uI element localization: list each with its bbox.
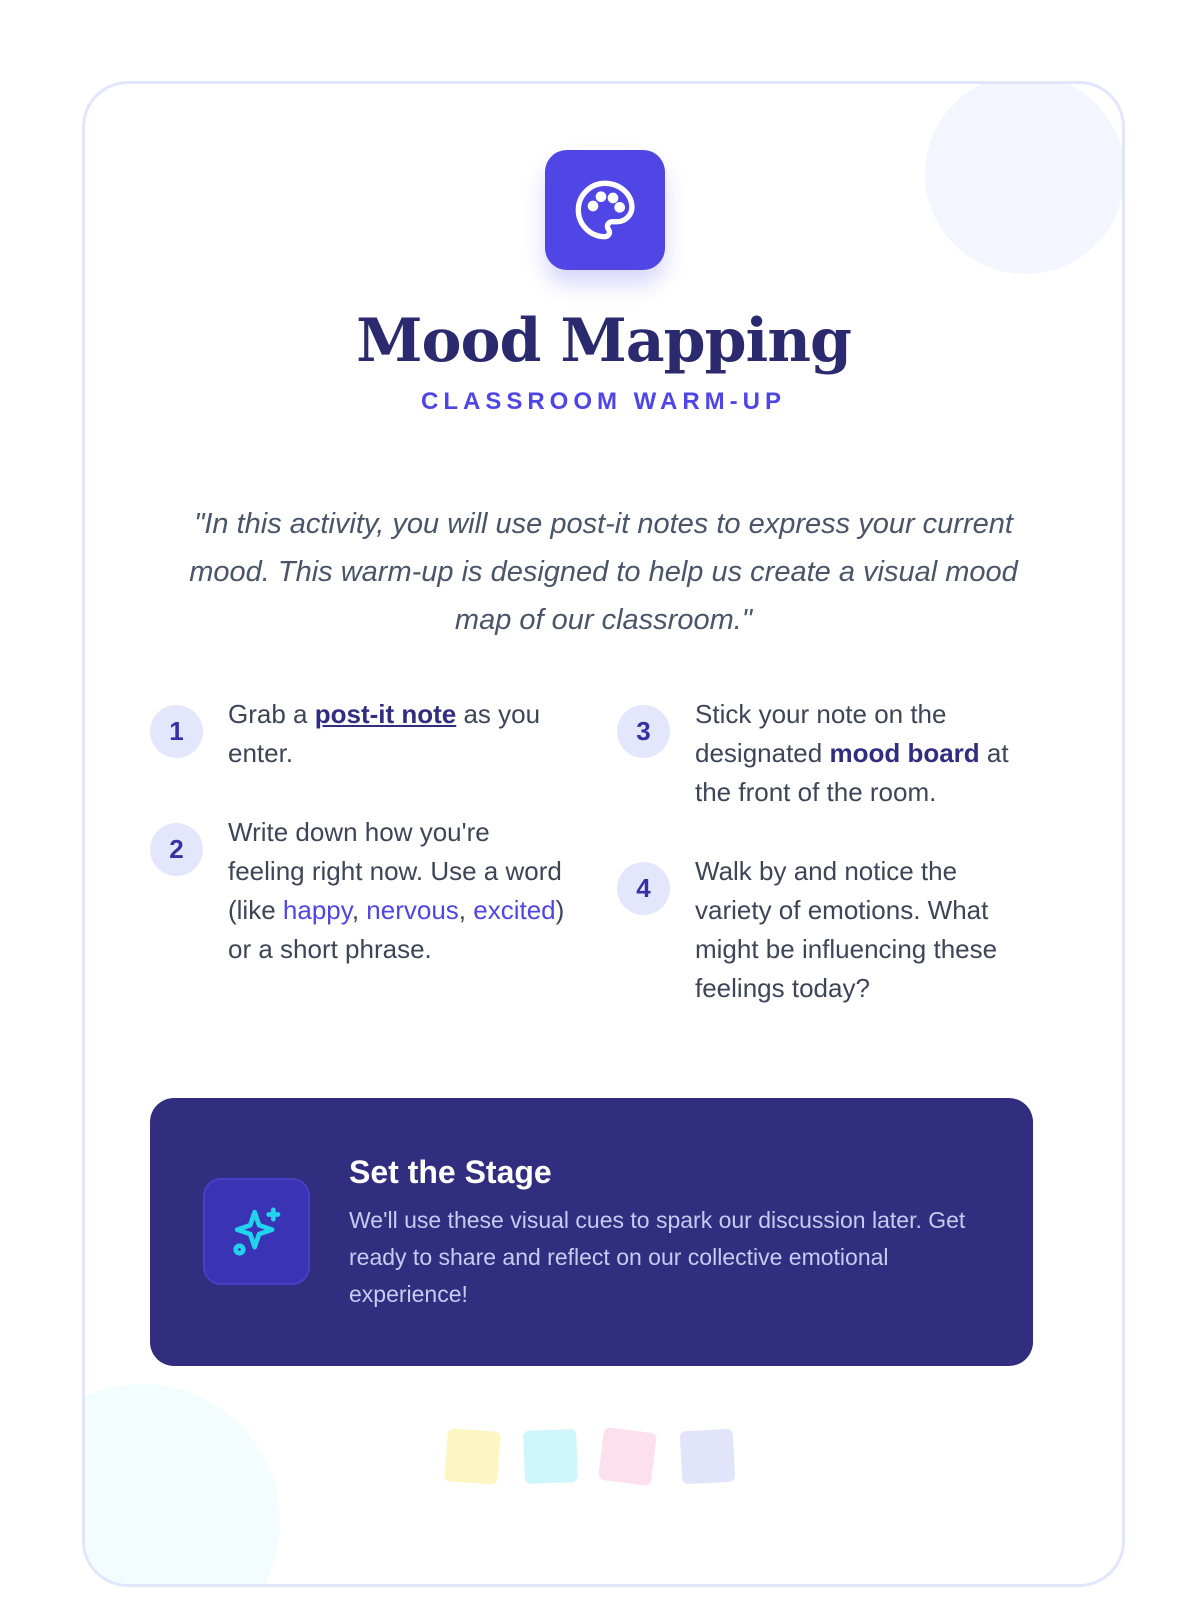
emotion-word: excited (473, 895, 556, 925)
step-number: 2 (150, 823, 203, 876)
activity-card (82, 81, 1125, 1587)
post-it-note-cyan (523, 1429, 578, 1484)
step-text: Walk by and notice the variety of emotions. What might be influencing these feelings today? (695, 856, 998, 1003)
sparkles-icon (203, 1178, 310, 1285)
callout-body: We'll use these visual cues to spark our discussion later. Get ready to share and reflect on our collective emotional experience! (349, 1207, 966, 1307)
set-the-stage-callout (150, 1098, 1033, 1366)
step-number: 1 (150, 705, 203, 758)
step-text: Stick your note on the designated mood board at the front of the room. (695, 699, 1009, 807)
page-title: Mood Mapping (356, 306, 851, 376)
post-it-note-pink (598, 1427, 657, 1486)
palette-icon (545, 150, 665, 270)
page-subtitle: CLASSROOM WARM-UP (421, 388, 786, 415)
emotion-word: happy (282, 895, 352, 925)
decorative-circle-top-right (925, 81, 1125, 274)
post-it-note-yellow (444, 1428, 501, 1485)
step-number: 4 (617, 862, 670, 915)
post-it-note-link[interactable]: post-it note (314, 699, 457, 729)
intro-quote: "In this activity, you will use post-it notes to express your current mood. This warm-up is designed to help us create a visual mood map of our classroom." (189, 508, 1018, 636)
post-it-note-lavender (680, 1429, 736, 1485)
mood-board-keyword: mood board (829, 738, 980, 768)
step-number: 3 (617, 705, 670, 758)
emotion-word: nervous (366, 895, 459, 925)
step-text: Grab a post-it note as you enter. (228, 699, 541, 768)
callout-title: Set the Stage (349, 1154, 552, 1190)
step-text: Write down how you're feeling right now. Use a word (like happy, nervous, excited) or a short phrase. (228, 817, 565, 964)
decorative-circle-bottom-left (82, 1384, 280, 1587)
